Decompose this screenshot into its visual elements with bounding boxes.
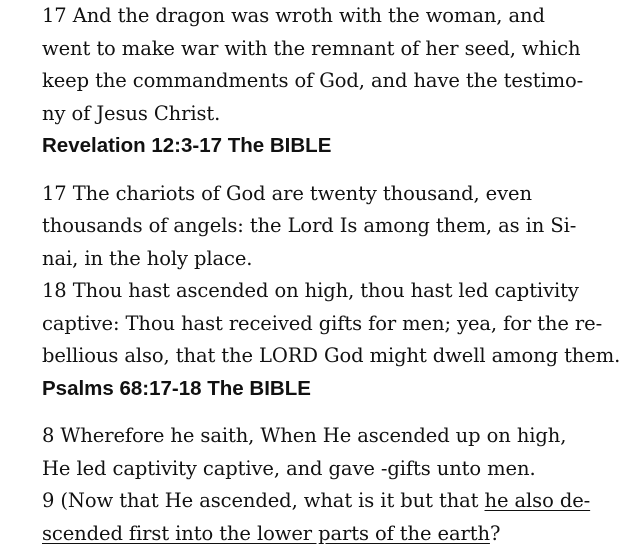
passage-ephesians	[42, 420, 642, 550]
text-line: 17 And the dragon was wroth with the woman, and	[42, 0, 642, 33]
text-line: He led captivity captive, and gave -gifts unto men.	[42, 453, 642, 486]
passage-gap	[42, 405, 642, 420]
text-line: ny of Jesus Christ.	[42, 98, 642, 131]
underlined-text: scended first into the lower parts of the earth	[42, 522, 490, 545]
document-page	[42, 0, 642, 550]
text-line: bellious also, that the LORD God might dwell among them.	[42, 340, 642, 373]
scripture-reference: Psalms 68:17-18 The BIBLE	[42, 373, 642, 406]
text-line: 8 Wherefore he saith, When He ascended up on high,	[42, 420, 642, 453]
text-segment: ?	[490, 522, 500, 545]
text-segment: 9 (Now that He ascended, what is it but that	[42, 489, 485, 512]
underlined-text: he also de-	[485, 489, 591, 512]
text-line: 18 Thou hast ascended on high, thou hast led captivity	[42, 275, 642, 308]
scripture-reference: Revelation 12:3-17 The BIBLE	[42, 130, 642, 163]
text-line	[42, 518, 642, 550]
passage-gap	[42, 163, 642, 178]
passage-revelation	[42, 0, 642, 163]
text-line: captive: Thou hast received gifts for men; yea, for the re-	[42, 308, 642, 341]
text-line	[42, 485, 642, 518]
text-line: went to make war with the remnant of her seed, which	[42, 33, 642, 66]
text-line: 17 The chariots of God are twenty thousand, even	[42, 178, 642, 211]
text-line: nai, in the holy place.	[42, 243, 642, 276]
passage-psalms	[42, 178, 642, 406]
text-line: keep the commandments of God, and have the testimo-	[42, 65, 642, 98]
text-line: thousands of angels: the Lord Is among them, as in Si-	[42, 210, 642, 243]
